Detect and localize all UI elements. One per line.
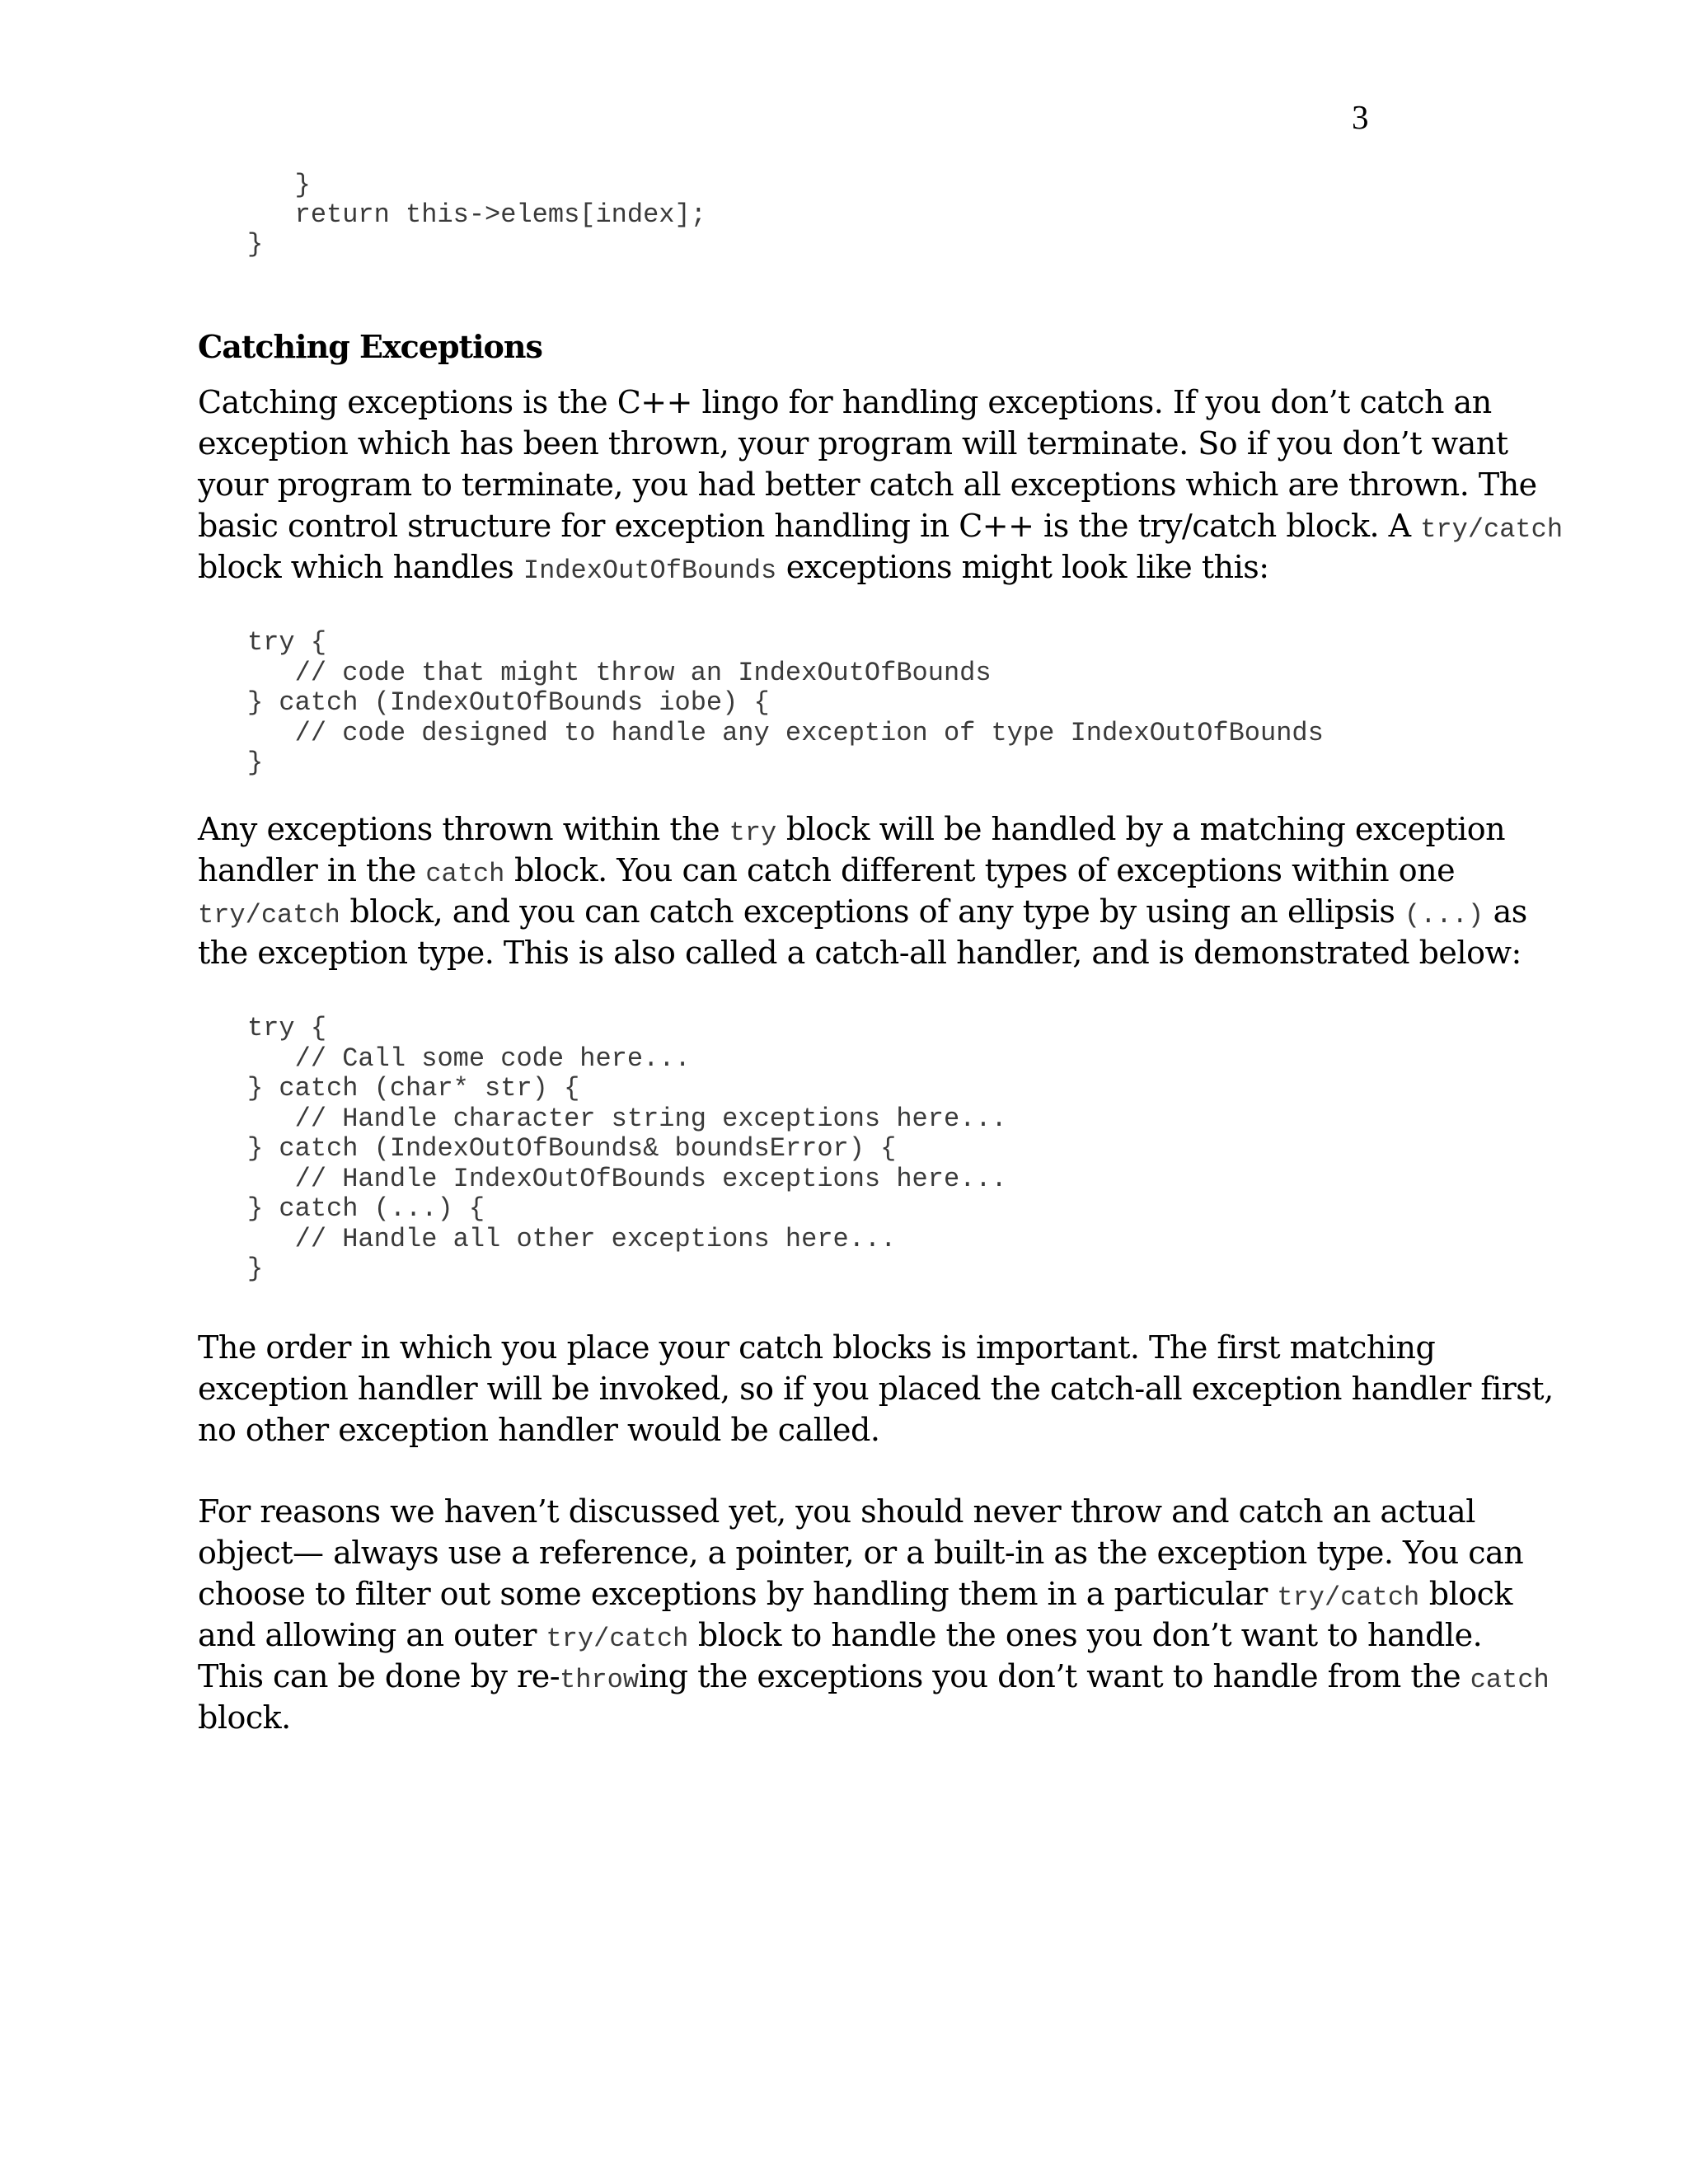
code-line: // Call some code here... bbox=[247, 1043, 691, 1074]
code-block-catch-all bbox=[247, 1014, 1007, 1285]
text-run: and allowing an outer bbox=[198, 1617, 546, 1653]
code-line: } catch (char* str) { bbox=[247, 1073, 580, 1104]
inline-code: (...) bbox=[1404, 900, 1484, 930]
code-line: return this->elems[index]; bbox=[247, 199, 706, 230]
inline-code: catch bbox=[1470, 1665, 1550, 1695]
text-run: block will be handled by a matching exception bbox=[776, 811, 1506, 847]
text-run: choose to filter out some exceptions by handling them in a particular bbox=[198, 1576, 1278, 1612]
section-heading: Catching Exceptions bbox=[198, 328, 542, 365]
code-line: // code that might throw an IndexOutOfBounds bbox=[247, 657, 992, 688]
inline-code: try/catch bbox=[1277, 1582, 1420, 1613]
text-line bbox=[198, 808, 1517, 850]
code-line: } catch (...) { bbox=[247, 1193, 485, 1224]
text-run: basic control structure for exception handling in C++ is the try/catch block. A bbox=[198, 508, 1421, 544]
inline-code: throw bbox=[560, 1665, 640, 1695]
code-line: try { bbox=[247, 1013, 327, 1043]
paragraph-order bbox=[198, 1327, 1554, 1451]
text-line: Catching exceptions is the C++ lingo for handling exceptions. If you don’t catch an bbox=[198, 384, 1492, 420]
text-line bbox=[198, 505, 1564, 546]
text-run: block to handle the ones you don’t want to handle. bbox=[688, 1617, 1483, 1653]
text-line: no other exception handler would be called. bbox=[198, 1412, 880, 1448]
code-line: } bbox=[247, 748, 264, 778]
paragraph-reference bbox=[198, 1491, 1550, 1738]
text-run: This can be done by re- bbox=[198, 1658, 560, 1694]
inline-code: try/catch bbox=[546, 1624, 689, 1654]
paragraph-intro bbox=[198, 382, 1564, 588]
text-run: exceptions might look like this: bbox=[776, 549, 1269, 585]
text-line bbox=[198, 1615, 1517, 1656]
code-line: // Handle IndexOutOfBounds exceptions here... bbox=[247, 1163, 1007, 1194]
text-run: ing the exceptions you don’t want to handle from the bbox=[639, 1658, 1470, 1694]
code-line: } bbox=[247, 1254, 264, 1284]
paragraph-try-block bbox=[198, 808, 1527, 973]
text-line: For reasons we haven’t discussed yet, you should never throw and catch an actual bbox=[198, 1493, 1475, 1530]
code-line: } catch (IndexOutOfBounds& boundsError) { bbox=[247, 1133, 897, 1164]
text-line bbox=[198, 1656, 1550, 1697]
inline-code: try/catch bbox=[198, 900, 340, 930]
inline-code: try bbox=[729, 818, 777, 848]
inline-code: try/catch bbox=[1420, 514, 1564, 545]
code-line: // Handle all other exceptions here... bbox=[247, 1223, 897, 1254]
code-line: } bbox=[247, 170, 311, 200]
text-run: handler in the bbox=[198, 852, 426, 888]
text-line: exception handler will be invoked, so if you placed the catch-all exception handler first, bbox=[198, 1371, 1554, 1407]
code-block-continuation bbox=[247, 171, 706, 260]
text-run: as bbox=[1484, 893, 1527, 930]
inline-code: catch bbox=[425, 859, 505, 889]
text-line: exception which has been thrown, your program will terminate. So if you don’t want bbox=[198, 425, 1508, 462]
text-line: object— always use a reference, a pointer, or a built-in as the exception type. You can bbox=[198, 1535, 1524, 1571]
text-line bbox=[198, 891, 1527, 932]
text-line: block. bbox=[198, 1699, 291, 1736]
code-line: // code designed to handle any exception of type IndexOutOfBounds bbox=[247, 717, 1324, 748]
code-line: } catch (IndexOutOfBounds iobe) { bbox=[247, 687, 770, 718]
text-line: the exception type. This is also called a catch-all handler, and is demonstrated below: bbox=[198, 935, 1522, 971]
code-block-try-catch bbox=[247, 628, 1324, 779]
code-line: // Handle character string exceptions here... bbox=[247, 1103, 1007, 1134]
text-line: your program to terminate, you had better catch all exceptions which are thrown. The bbox=[198, 466, 1537, 503]
text-run: block. You can catch different types of exceptions within one bbox=[504, 852, 1456, 888]
text-line: The order in which you place your catch blocks is important. The first matching bbox=[198, 1329, 1436, 1366]
inline-code: IndexOutOfBounds bbox=[523, 555, 777, 586]
text-line bbox=[198, 546, 1517, 588]
code-line: try { bbox=[247, 627, 327, 658]
text-run: block, and you can catch exceptions of any type by using an ellipsis bbox=[340, 893, 1404, 930]
text-line bbox=[198, 1573, 1517, 1615]
text-run: Any exceptions thrown within the bbox=[198, 811, 729, 847]
text-run: block bbox=[1419, 1576, 1512, 1612]
page-number: 3 bbox=[1352, 98, 1369, 136]
text-line bbox=[198, 850, 1517, 891]
text-run: block which handles bbox=[198, 549, 523, 585]
code-line: } bbox=[247, 229, 264, 260]
